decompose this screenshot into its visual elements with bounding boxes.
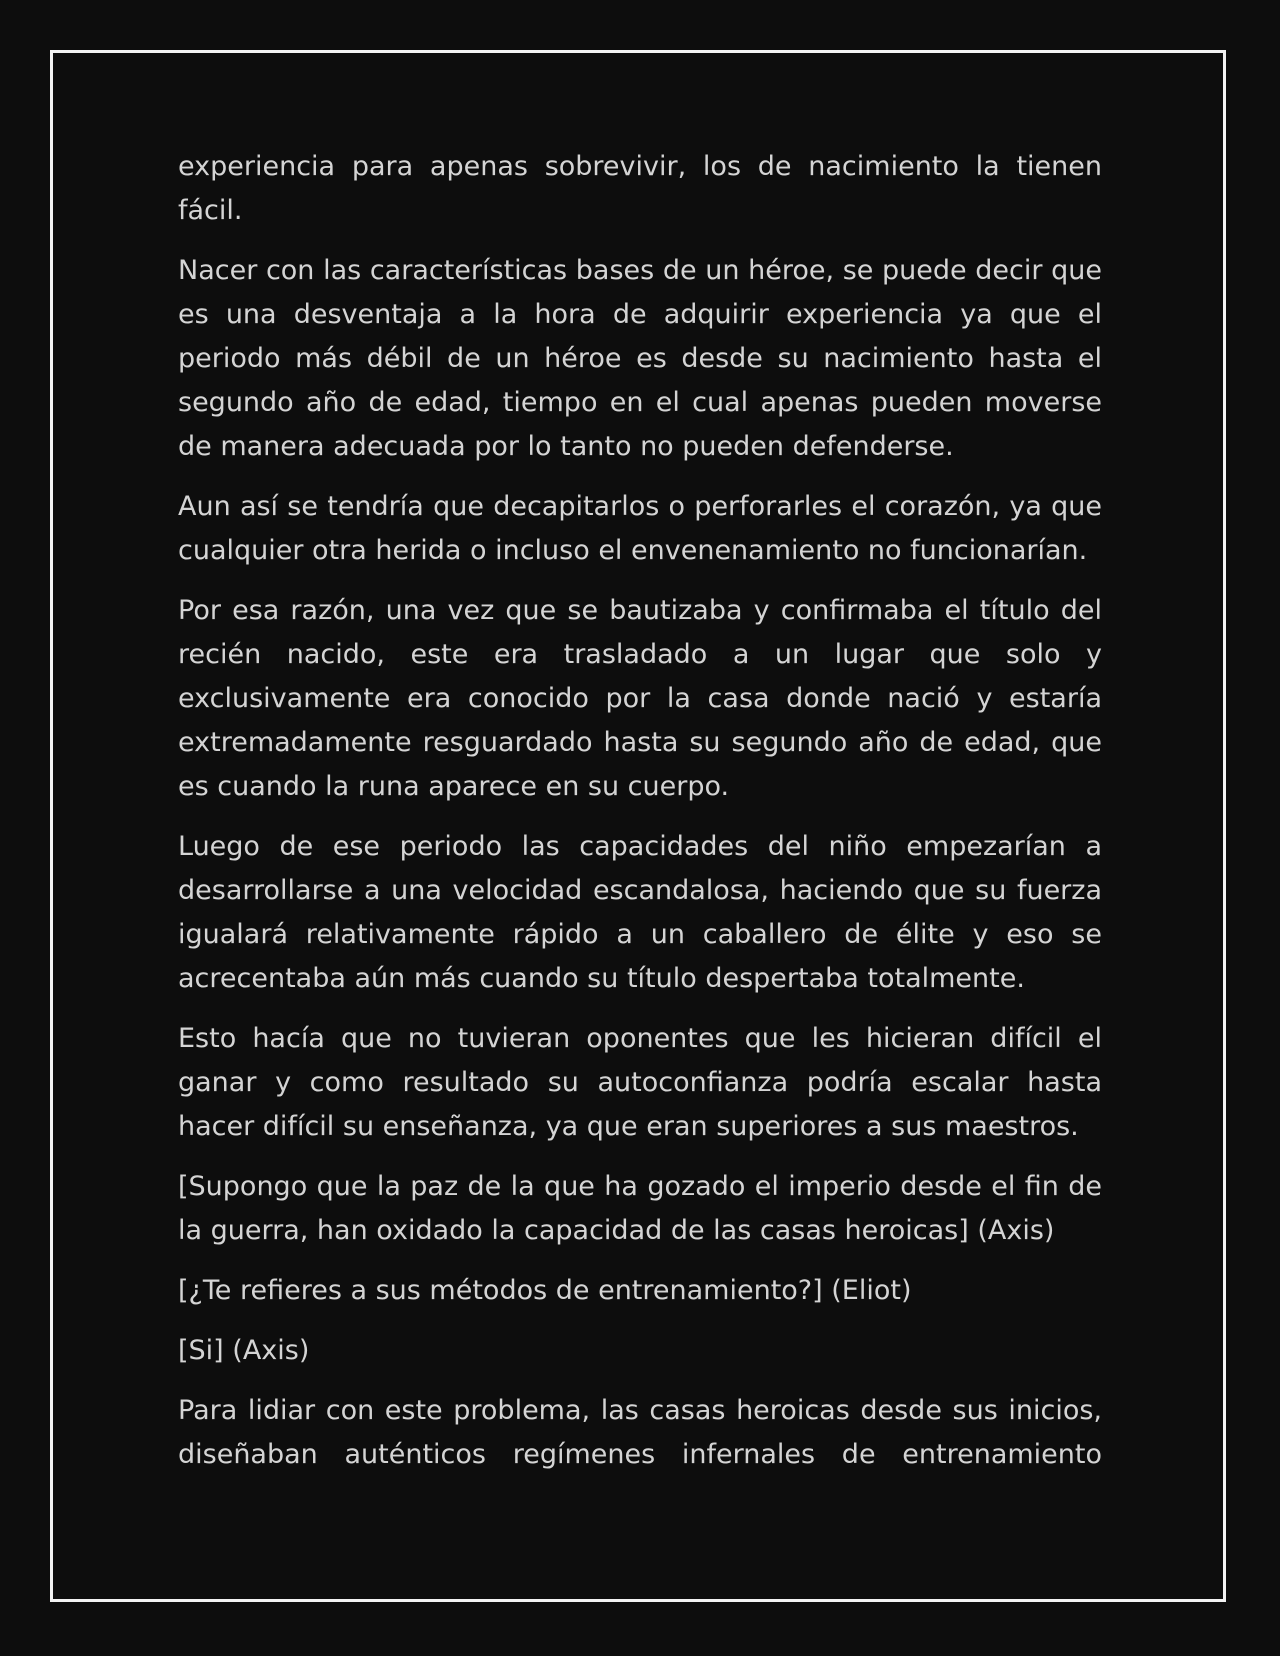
document-body (178, 145, 1102, 1493)
paragraph: Para lidiar con este problema, las casas heroicas desde sus inicios, diseñaban auténticos regímenes infernales de entrenamiento (178, 1395, 1102, 1470)
paragraph: Aun así se tendría que decapitarlos o perforarles el corazón, ya que cualquier otra herida o incluso el envenenamiento no funcionarían. (178, 491, 1102, 566)
paragraph: Esto hacía que no tuvieran oponentes que les hicieran difícil el ganar y como resultado su autoconfianza podría escalar hasta hacer difícil su enseñanza, ya que eran superiores a sus maestros. (178, 1023, 1102, 1142)
paragraph: Por esa razón, una vez que se bautizaba y confirmaba el título del recién nacido, este era trasladado a un lugar que solo y exclusivamente era conocido por la casa donde nació y estaría extremadamente resguardado hasta su segundo año de edad, que es cuando la runa aparece en su cuerpo. (178, 595, 1102, 802)
dialogue-line: [Supongo que la paz de la que ha gozado el imperio desde el fin de la guerra, han oxidado la capacidad de las casas heroicas] (Axis) (178, 1171, 1102, 1246)
dialogue-line: [¿Te refieres a sus métodos de entrenamiento?] (Eliot) (178, 1275, 912, 1306)
paragraph: Luego de ese periodo las capacidades del niño empezarían a desarrollarse a una velocidad escandalosa, haciendo que su fuerza igualará relativamente rápido a un caballero de élite y eso se acrecentaba aún más cuando su título despertaba totalmente. (178, 831, 1102, 994)
paragraph: experiencia para apenas sobrevivir, los de nacimiento la tienen fácil. (178, 151, 1102, 226)
dialogue-line: [Si] (Axis) (178, 1335, 310, 1366)
paragraph: Nacer con las características bases de un héroe, se puede decir que es una desventaja a la hora de adquirir experiencia ya que el periodo más débil de un héroe es desde su nacimiento hasta el segundo año de edad, tiempo en el cual apenas pueden moverse de manera adecuada por lo tanto no pueden defenderse. (178, 255, 1102, 462)
